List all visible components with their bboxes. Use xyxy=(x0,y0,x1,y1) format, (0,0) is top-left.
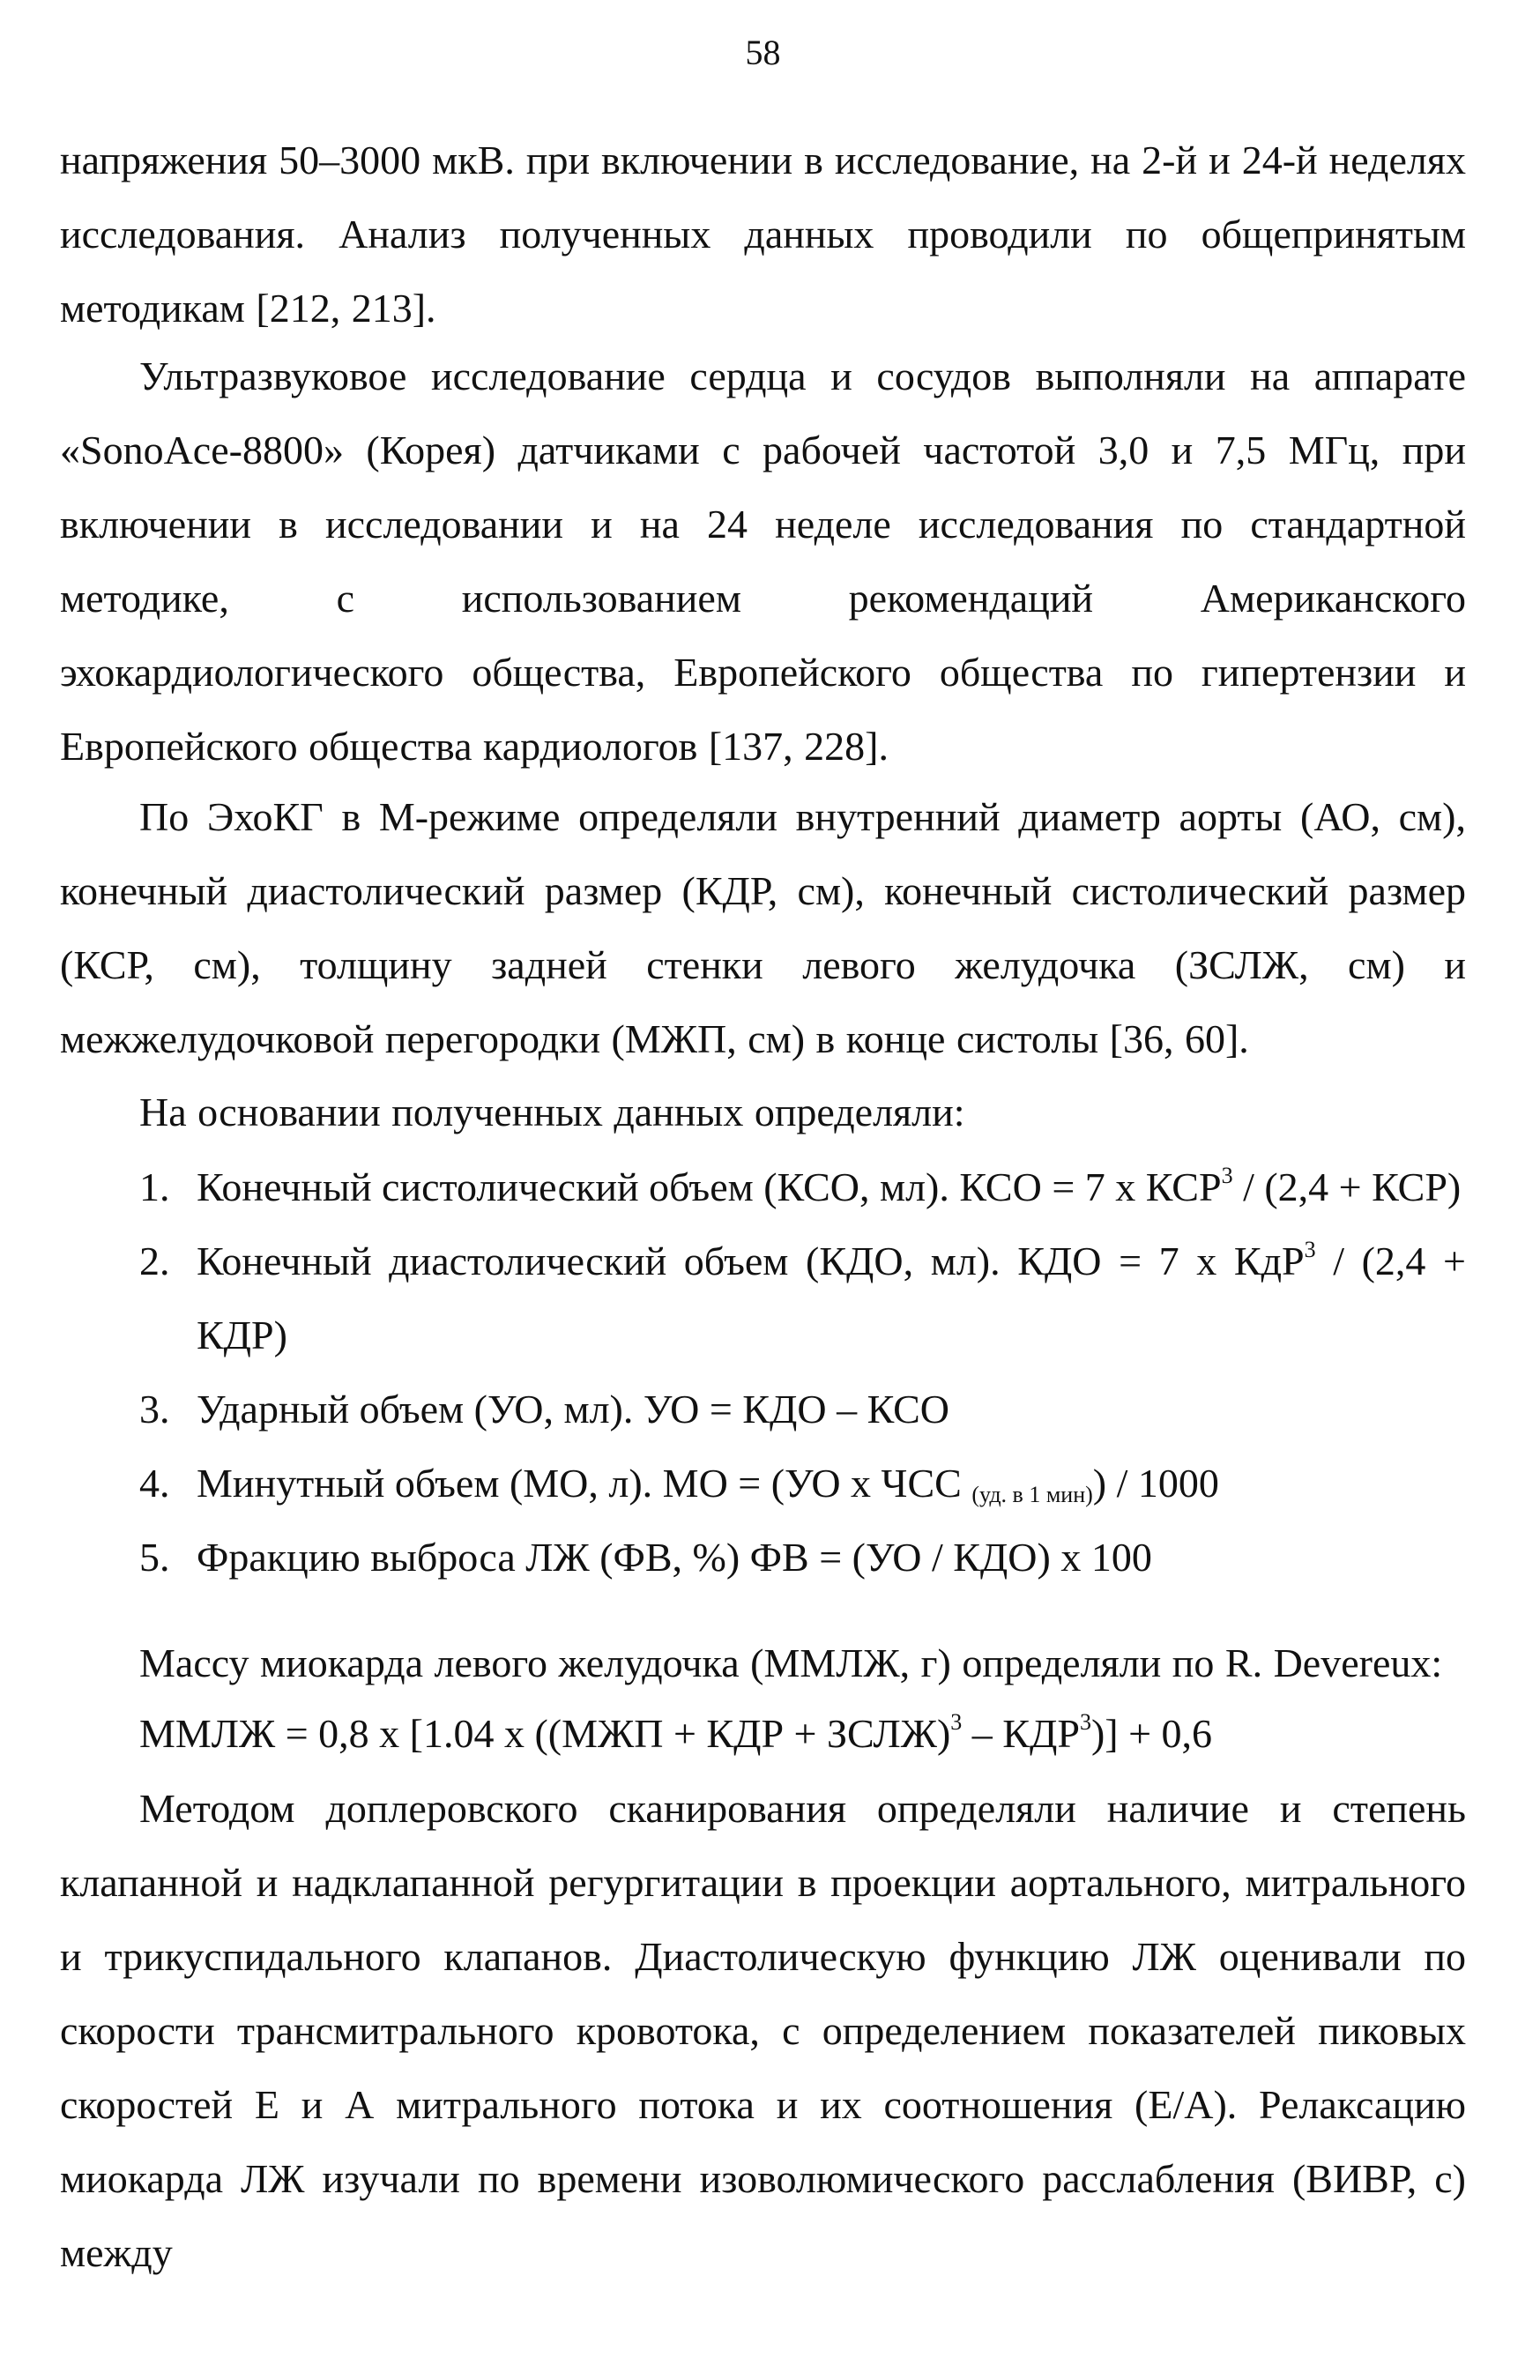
list-item xyxy=(60,1521,1466,1595)
paragraph-1: напряжения 50–3000 мкВ. при включении в исследование, на 2-й и 24-й неделях исследования. Анализ полученных данных проводили по общепринятым методикам [212, 213]. xyxy=(60,138,1466,331)
list-item xyxy=(60,1372,1466,1447)
subscript: (уд. в 1 мин) xyxy=(971,1482,1093,1507)
list-item-text-end: / (2,4 + КДР) xyxy=(197,1238,1466,1357)
paragraph-2: Ультразвуковое исследование сердца и сосудов выполняли на аппарате «SonoAce-8800» (Корея) датчиками с рабочей частотой 3,0 и 7,5 МГц, при включении в исследовании и на 24 неделе исследования по стандартной методике, с использованием рекомендаций Американского эхокардиологического общества, Европейского общества по гипертензии и Европейского общества кардиологов [137, 228]. xyxy=(60,353,1466,769)
formula-part: )] + 0,6 xyxy=(1090,1711,1213,1756)
list-item-text: Конечный систолический объем (КСО, мл). КСО = 7 х КСР xyxy=(197,1164,1222,1209)
list-item-number: 5. xyxy=(139,1535,170,1580)
list-item-text-end: ) / 1000 xyxy=(1092,1461,1219,1506)
list-item-text: Минутный объем (МО, л). МО = (УО х ЧСС xyxy=(197,1461,972,1506)
list-item-number: 3. xyxy=(139,1387,170,1432)
mass-formula xyxy=(139,1697,1466,1771)
list-item xyxy=(60,1447,1466,1521)
list-item xyxy=(60,1224,1466,1372)
page-number: 58 xyxy=(745,33,781,72)
superscript: 3 xyxy=(950,1709,963,1735)
superscript: 3 xyxy=(1221,1163,1233,1188)
formula-list xyxy=(60,1150,1466,1595)
paragraph-5: Массу миокарда левого желудочка (ММЛЖ, г) определяли по R. Devereux: xyxy=(139,1640,1443,1685)
list-item-number: 2. xyxy=(139,1238,170,1283)
list-item-text: Ударный объем (УО, мл). УО = КДО – КСО xyxy=(197,1387,950,1432)
list-item-text-end: / (2,4 + КСР) xyxy=(1232,1164,1462,1209)
list-item-text: Фракцию выброса ЛЖ (ФВ, %) ФВ = (УО / КДО) х 100 xyxy=(197,1535,1152,1580)
list-item-number: 4. xyxy=(139,1461,170,1506)
formula-part: ММЛЖ = 0,8 х [1.04 х ((МЖП + КДР + ЗСЛЖ) xyxy=(139,1711,951,1756)
paragraph-6: Методом доплеровского сканирования определяли наличие и степень клапанной и надклапанной регургитации в проекции аортального, митрального и трикуспидального клапанов. Диастолическую функцию ЛЖ оценивали по скорости трансмитрального кровотока, с определением показателей пиковых скоростей Е и А митрального потока и их соотношения (Е/А). Релаксацию миокарда ЛЖ изучали по времени изоволюмического расслабления (ВИВР, с) между xyxy=(60,1786,1466,2275)
formula-part: – КДР xyxy=(962,1711,1080,1756)
superscript: 3 xyxy=(1304,1237,1316,1262)
paragraph-4: На основании полученных данных определяли: xyxy=(139,1090,965,1134)
list-item-number: 1. xyxy=(139,1164,170,1209)
list-item xyxy=(60,1150,1466,1224)
list-item-text: Конечный диастолический объем (КДО, мл). КДО = 7 х КдР xyxy=(197,1238,1305,1283)
superscript: 3 xyxy=(1079,1709,1091,1735)
paragraph-3: По ЭхоКГ в М-режиме определяли внутренний диаметр аорты (АО, см), конечный диастолический размер (КДР, см), конечный систолический размер (КСР, см), толщину задней стенки левого желудочка (ЗСЛЖ, см) и межжелудочковой перегородки (МЖП, см) в конце систолы [36, 60]. xyxy=(60,794,1466,1061)
document-page xyxy=(60,0,1466,2380)
